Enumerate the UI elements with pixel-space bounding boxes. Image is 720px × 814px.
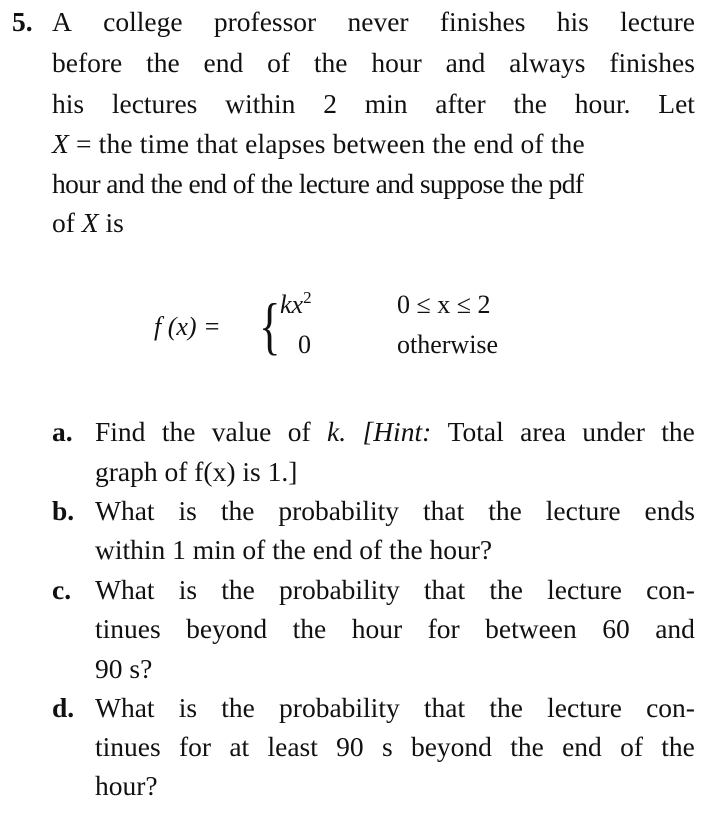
part-label: c. (52, 574, 72, 605)
intro-line-4: X = the time that elapses between the end of the (52, 128, 585, 159)
part-d-line-1: What is the probability that the lecture con- (95, 692, 695, 723)
intro-line-2: before the end of the hour and always finishes (52, 47, 695, 78)
intro-line-5: hour and the end of the lecture and suppose the pdf (52, 168, 584, 199)
intro-line-6: of X is (52, 207, 124, 238)
part-c-line-1: What is the probability that the lecture con- (95, 574, 695, 605)
pdf-formula (150, 283, 550, 373)
intro-line-3: his lectures within 2 min after the hour. Let (52, 88, 695, 119)
variable-x: X (52, 128, 69, 159)
variable-x: X (81, 207, 99, 238)
case-2-value: 0 (298, 330, 311, 359)
part-a-line-2: graph of f(x) is 1.] (95, 456, 298, 487)
part-d-line-2: tinues for at least 90 s beyond the end of the (95, 731, 695, 762)
part-b-line-2: within 1 min of the end of the hour? (95, 534, 493, 565)
case-1-value: $kx^2$ (280, 288, 312, 319)
part-b-line-1: What is the probability that the lecture ends (95, 495, 695, 526)
problem-number: 5. (12, 6, 33, 37)
part-d-line-3: hour? (95, 770, 158, 801)
intro-line-1: A college professor never finishes his lecture (52, 6, 695, 37)
part-c-line-2: tinues beyond the hour for between 60 and (95, 613, 695, 644)
formula-lhs: f (x) = (154, 312, 221, 341)
part-label: a. (52, 416, 73, 447)
part-label: b. (52, 495, 75, 526)
part-label: d. (52, 692, 75, 723)
left-brace-icon: { (259, 290, 281, 361)
case-1-condition: 0 ≤ x ≤ 2 (397, 290, 491, 319)
part-a-line-1: Find the value of k. [Hint: Total area under the (95, 416, 695, 447)
part-c-line-3: 90 s? (95, 653, 153, 684)
case-2-condition: otherwise (397, 330, 499, 359)
